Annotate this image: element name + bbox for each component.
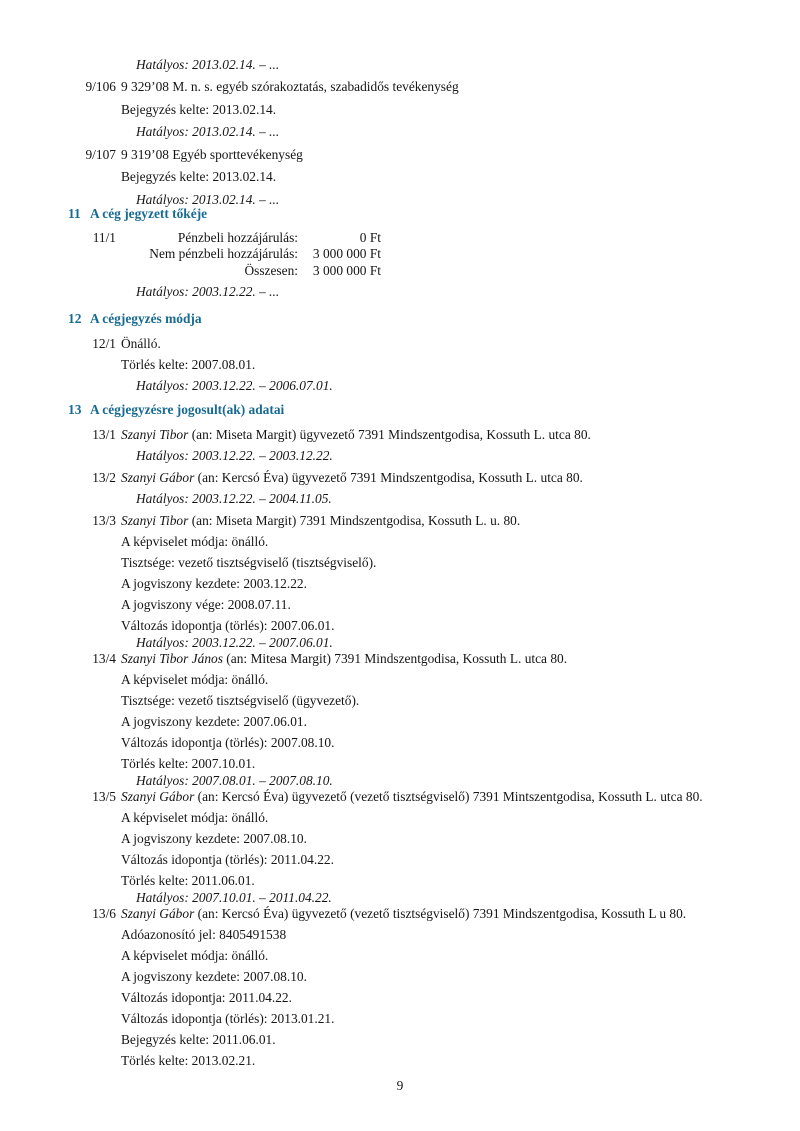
officer-details: (an: Kercsó Éva) ügyvezető (vezető tisztségviselő) 7391 Mindszentgodisa, Kossuth L u 80. xyxy=(194,906,687,921)
officer-details: (an: Kercsó Éva) ügyvezető 7391 Mindszentgodisa, Kossuth L. utca 80. xyxy=(194,470,583,485)
entry-detail-line: Adóazonosító jel: 8405491538 xyxy=(121,927,287,942)
officer-entry-row xyxy=(92,906,687,922)
entry-number: 13/1 xyxy=(92,427,116,442)
entry-detail-line: A képviselet módja: önálló. xyxy=(121,810,269,825)
section-number: 11 xyxy=(68,206,81,221)
effective-date-line: Hatályos: 2003.12.22. – 2007.06.01. xyxy=(136,635,333,650)
entry-number: 13/4 xyxy=(92,651,116,666)
activity-text: 9 329’08 M. n. s. egyéb szórakoztatás, szabadidős tevékenység xyxy=(121,79,459,94)
capital-label: Összesen: xyxy=(244,263,298,278)
effective-date-line: Hatályos: 2013.02.14. – ... xyxy=(136,124,280,139)
entry-detail-line: A képviselet módja: önálló. xyxy=(121,948,269,963)
signature-text: Önálló. xyxy=(121,336,161,351)
capital-entry-row xyxy=(92,230,381,246)
entry-detail-line: Változás idopontja: 2011.04.22. xyxy=(121,990,292,1005)
section-title: A cég jegyzett tőkéje xyxy=(90,206,208,221)
officer-entry-row xyxy=(92,651,568,667)
capital-value: 3 000 000 Ft xyxy=(312,263,381,278)
officer-name: Szanyi Tibor János xyxy=(121,651,223,666)
entry-detail-line: A jogviszony kezdete: 2007.08.10. xyxy=(121,969,307,984)
officer-entry-row xyxy=(92,470,583,486)
section-heading-11 xyxy=(68,206,208,222)
effective-date-line: Hatályos: 2007.10.01. – 2011.04.22. xyxy=(136,890,332,905)
entry-detail-line: Törlés kelte: 2011.06.01. xyxy=(121,873,255,888)
entry-number: 9/107 xyxy=(85,147,116,162)
section-heading-12 xyxy=(68,311,202,327)
entry-detail-line: A képviselet módja: önálló. xyxy=(121,672,269,687)
effective-date-line: Hatályos: 2003.12.22. – 2006.07.01. xyxy=(136,378,333,393)
entry-number: 13/2 xyxy=(92,470,116,485)
activity-text: 9 319’08 Egyéb sporttevékenység xyxy=(121,147,303,162)
officer-name: Szanyi Tibor xyxy=(121,427,189,442)
capital-label: Pénzbeli hozzájárulás: xyxy=(177,230,298,245)
signature-entry-row xyxy=(92,336,161,352)
entry-detail-line: Bejegyzés kelte: 2011.06.01. xyxy=(121,1032,276,1047)
entry-detail-line: A jogviszony vége: 2008.07.11. xyxy=(121,597,291,612)
entry-detail-line: Bejegyzés kelte: 2013.02.14. xyxy=(121,169,277,184)
entry-number: 13/3 xyxy=(92,513,116,528)
activity-entry-row xyxy=(85,79,459,95)
entry-detail-line: Változás idopontja (törlés): 2007.06.01. xyxy=(121,618,335,633)
effective-date-line: Hatályos: 2013.02.14. – ... xyxy=(136,192,280,207)
entry-number: 13/5 xyxy=(92,789,116,804)
entry-detail-line: Változás idopontja (törlés): 2011.04.22. xyxy=(121,852,334,867)
officer-entry-row xyxy=(92,513,521,529)
capital-entry-row xyxy=(121,246,381,262)
section-title: A cégjegyzésre jogosult(ak) adatai xyxy=(90,402,285,417)
section-title: A cégjegyzés módja xyxy=(90,311,202,326)
officer-details: (an: Miseta Margit) 7391 Mindszentgodisa, Kossuth L. u. 80. xyxy=(188,513,521,528)
entry-detail-line: Tisztsége: vezető tisztségviselő (tisztségviselő). xyxy=(121,555,377,570)
capital-value: 0 Ft xyxy=(359,230,381,245)
entry-number: 11/1 xyxy=(92,230,116,245)
entry-detail-line: A jogviszony kezdete: 2003.12.22. xyxy=(121,576,307,591)
section-number: 12 xyxy=(68,311,82,326)
activity-entry-row xyxy=(85,147,303,163)
entry-number: 9/106 xyxy=(85,79,116,94)
capital-entry-row xyxy=(121,263,381,279)
entry-detail-line: Változás idopontja (törlés): 2013.01.21. xyxy=(121,1011,335,1026)
page-number: 9 xyxy=(396,1078,404,1093)
officer-name: Szanyi Gábor xyxy=(121,789,195,804)
effective-date-line: Hatályos: 2007.08.01. – 2007.08.10. xyxy=(136,773,333,788)
capital-value: 3 000 000 Ft xyxy=(312,246,381,261)
section-heading-13 xyxy=(68,402,285,418)
entry-detail-line: Változás idopontja (törlés): 2007.08.10. xyxy=(121,735,335,750)
effective-date-line: Hatályos: 2003.12.22. – 2003.12.22. xyxy=(136,448,333,463)
section-number: 13 xyxy=(68,402,82,417)
entry-detail-line: Törlés kelte: 2007.08.01. xyxy=(121,357,256,372)
entry-detail-line: Bejegyzés kelte: 2013.02.14. xyxy=(121,102,277,117)
officer-entry-row xyxy=(92,427,591,443)
officer-details: (an: Mitesa Margit) 7391 Mindszentgodisa, Kossuth L. utca 80. xyxy=(222,651,568,666)
officer-details: (an: Kercsó Éva) ügyvezető (vezető tisztségviselő) 7391 Mintszentgodisa, Kossuth L. utca 80. xyxy=(194,789,703,804)
entry-detail-line: A képviselet módja: önálló. xyxy=(121,534,269,549)
officer-details: (an: Miseta Margit) ügyvezető 7391 Mindszentgodisa, Kossuth L. utca 80. xyxy=(188,427,591,442)
effective-date-line: Hatályos: 2003.12.22. – ... xyxy=(136,284,280,299)
officer-name: Szanyi Gábor xyxy=(121,906,195,921)
effective-date-line: Hatályos: 2003.12.22. – 2004.11.05. xyxy=(136,491,332,506)
officer-name: Szanyi Gábor xyxy=(121,470,195,485)
entry-number: 12/1 xyxy=(92,336,116,351)
officer-name: Szanyi Tibor xyxy=(121,513,189,528)
entry-detail-line: Tisztsége: vezető tisztségviselő (ügyvezető). xyxy=(121,693,360,708)
entry-number: 13/6 xyxy=(92,906,116,921)
effective-date-line: Hatályos: 2013.02.14. – ... xyxy=(136,57,280,72)
entry-detail-line: A jogviszony kezdete: 2007.06.01. xyxy=(121,714,307,729)
officer-entry-row xyxy=(92,789,703,805)
entry-detail-line: Törlés kelte: 2007.10.01. xyxy=(121,756,256,771)
capital-label: Nem pénzbeli hozzájárulás: xyxy=(149,246,298,261)
entry-detail-line: Törlés kelte: 2013.02.21. xyxy=(121,1053,256,1068)
entry-detail-line: A jogviszony kezdete: 2007.08.10. xyxy=(121,831,307,846)
